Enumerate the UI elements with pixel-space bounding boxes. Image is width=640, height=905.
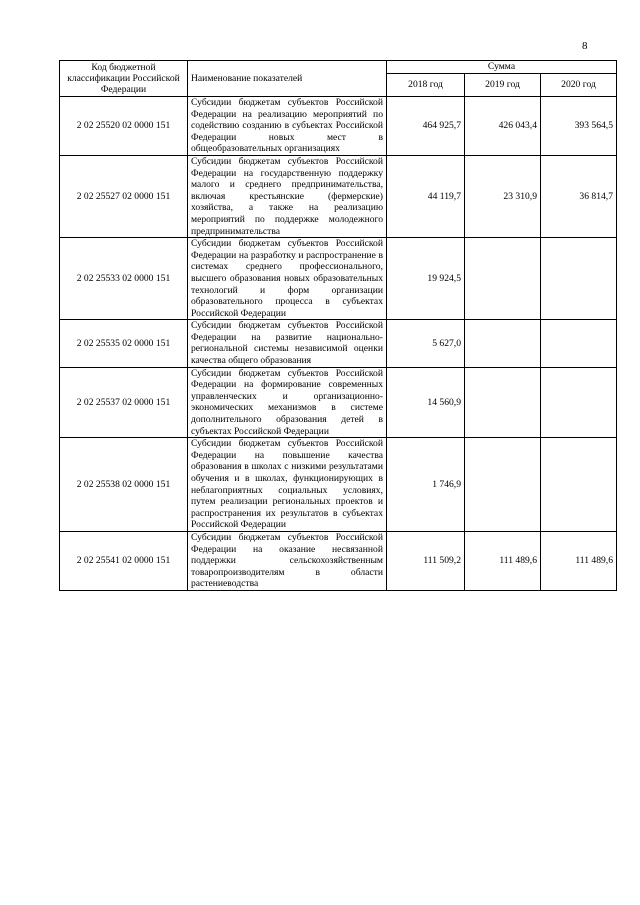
row-value-2018: 111 509,2	[387, 531, 465, 590]
row-value-2020: 393 564,5	[541, 97, 617, 156]
table-body	[60, 97, 617, 591]
table-row	[60, 97, 617, 156]
header-year-2018: 2018 год	[387, 74, 465, 97]
row-value-2019: 111 489,6	[465, 531, 541, 590]
row-name: Субсидии бюджетам субъектов Российской Федерации на государственную поддержку малого и среднего предпринимательства, включая крестьянские (фермерские) хозяйства, а также на реализацию мероприятий по поддержке молодежного предпринимательства	[188, 155, 387, 237]
row-code: 2 02 25537 02 0000 151	[60, 367, 188, 438]
header-sum: Сумма	[387, 61, 617, 74]
row-value-2019: 426 043,4	[465, 97, 541, 156]
row-value-2020	[541, 438, 617, 532]
table-row	[60, 320, 617, 367]
row-value-2018: 464 925,7	[387, 97, 465, 156]
table-row	[60, 238, 617, 320]
row-code: 2 02 25533 02 0000 151	[60, 238, 188, 320]
row-value-2018: 44 119,7	[387, 155, 465, 237]
row-value-2018: 5 627,0	[387, 320, 465, 367]
row-code: 2 02 25527 02 0000 151	[60, 155, 188, 237]
row-name: Субсидии бюджетам субъектов Российской Федерации на формирование современных управленческих и организационно-экономических механизмов в системе дополнительного образования детей в субъектах Российской Федерации	[188, 367, 387, 438]
row-code: 2 02 25535 02 0000 151	[60, 320, 188, 367]
row-name: Субсидии бюджетам субъектов Российской Федерации на оказание несвязанной поддержки сельскохозяйственным товаропроизводителям в области растениеводства	[188, 531, 387, 590]
row-code: 2 02 25520 02 0000 151	[60, 97, 188, 156]
row-value-2019	[465, 238, 541, 320]
row-value-2019	[465, 320, 541, 367]
row-value-2020	[541, 320, 617, 367]
budget-table	[59, 60, 617, 591]
table-row	[60, 438, 617, 532]
row-code: 2 02 25541 02 0000 151	[60, 531, 188, 590]
row-name: Субсидии бюджетам субъектов Российской Федерации на развитие национально-региональной системы независимой оценки качества общего образования	[188, 320, 387, 367]
row-value-2020: 111 489,6	[541, 531, 617, 590]
header-year-2020: 2020 год	[541, 74, 617, 97]
row-name: Субсидии бюджетам субъектов Российской Федерации на повышение качества образования в школах с низкими результатами обучения и в школах, функционирующих в неблагоприятных социальных условиях, путем реализации региональных проектов и распространения их результатов в субъектах Российской Федерации	[188, 438, 387, 532]
table-row	[60, 531, 617, 590]
header-name: Наименование показателей	[188, 61, 387, 97]
header-code: Код бюджетной классификации Российской Федерации	[60, 61, 188, 97]
row-value-2018: 14 560,9	[387, 367, 465, 438]
row-value-2018: 1 746,9	[387, 438, 465, 532]
row-value-2020: 36 814,7	[541, 155, 617, 237]
row-value-2019	[465, 438, 541, 532]
page-number: 8	[582, 40, 588, 52]
row-value-2018: 19 924,5	[387, 238, 465, 320]
table-row	[60, 155, 617, 237]
row-value-2020	[541, 367, 617, 438]
header-year-2019: 2019 год	[465, 74, 541, 97]
table-header	[60, 61, 617, 97]
row-name: Субсидии бюджетам субъектов Российской Федерации на реализацию мероприятий по содействию созданию в субъектах Российской Федерации новых мест в общеобразовательных организациях	[188, 97, 387, 156]
row-name: Субсидии бюджетам субъектов Российской Федерации на разработку и распространение в системах среднего профессионального, высшего образования новых образовательных технологий и форм организации образовательного процесса в субъектах Российской Федерации	[188, 238, 387, 320]
row-value-2019	[465, 367, 541, 438]
row-value-2019: 23 310,9	[465, 155, 541, 237]
row-code: 2 02 25538 02 0000 151	[60, 438, 188, 532]
table-row	[60, 367, 617, 438]
row-value-2020	[541, 238, 617, 320]
